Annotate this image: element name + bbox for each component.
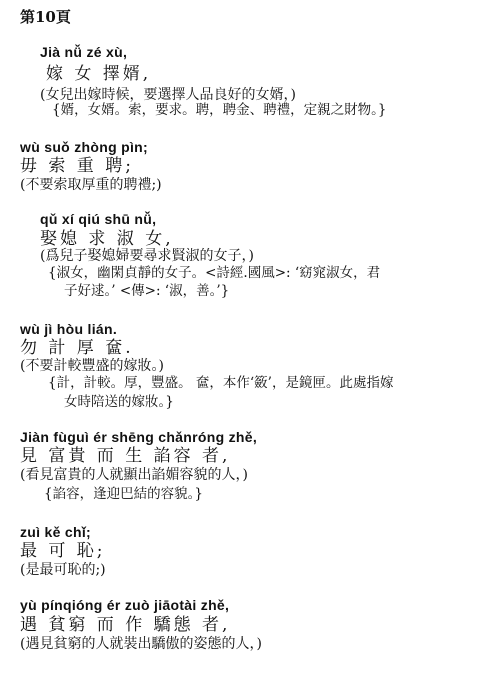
verse-3-translation: (爲兒子娶媳婦要尋求賢淑的女子，): [40, 248, 254, 264]
verse-1-pinyin: Jià nǚ zé xù,: [40, 44, 128, 60]
verse-2-hanzi: 毋 索 重 聘;: [20, 156, 134, 176]
verse-7-hanzi: 遇 貧窮 而 作 驕態 者,: [20, 615, 231, 635]
verse-5-hanzi: 見 富貴 而 生 諂容 者,: [20, 446, 231, 466]
verse-3-note-line-2: 子好逑。’ <傳>: ‘淑，善。’}: [64, 283, 230, 299]
verse-3-hanzi: 娶媳 求 淑 女,: [40, 229, 174, 249]
verse-3-pinyin: qǔ xí qiú shū nǚ,: [40, 211, 157, 227]
verse-7-pinyin: yù pínqióng ér zuò jiāotài zhě,: [20, 597, 230, 613]
verse-5-pinyin: Jiàn fùguì ér shēng chǎnróng zhě,: [20, 429, 258, 445]
verse-6-translation: (是最可恥的;): [20, 562, 106, 578]
verse-6-pinyin: zuì kě chǐ;: [20, 524, 91, 540]
verse-4-pinyin: wù jì hòu lián.: [20, 321, 118, 337]
verse-2-pinyin: wù suǒ zhòng pìn;: [20, 139, 148, 155]
verse-1-hanzi: 嫁 女 擇婿,: [46, 64, 152, 84]
verse-4-hanzi: 勿 計 厚 奩.: [20, 338, 134, 358]
verse-4-translation: (不要計較豐盛的嫁妝。): [20, 358, 164, 374]
verse-4-note-line-2: 女時陪送的嫁妝。}: [64, 394, 174, 410]
verse-1-translation: (女兒出嫁時候，要選擇人品良好的女婿，): [40, 87, 296, 103]
verse-2-translation: (不要索取厚重的聘禮;): [20, 177, 162, 193]
verse-6-hanzi: 最 可 恥;: [20, 541, 106, 561]
page-number-label: 第10頁: [20, 8, 71, 26]
verse-5-translation: (看見富貴的人就顯出諂媚容貌的人，): [20, 467, 248, 483]
verse-1-note-line-1: {婿，女婿。索，要求。聘，聘金、聘禮，定親之財物。}: [52, 102, 387, 118]
verse-3-note-line-1: {淑女，幽閑貞靜的女子。<詩經.國風>: ‘窈窕淑女，君: [48, 265, 381, 281]
verse-4-note-line-1: {計，計較。厚，豐盛。 奩，本作‘籢’，是鏡匣。此處指嫁: [48, 375, 394, 391]
verse-5-note-line-1: {諂容，逢迎巴結的容貌。}: [44, 486, 203, 502]
verse-7-translation: (遇見貧窮的人就裝出驕傲的姿態的人，): [20, 636, 262, 652]
